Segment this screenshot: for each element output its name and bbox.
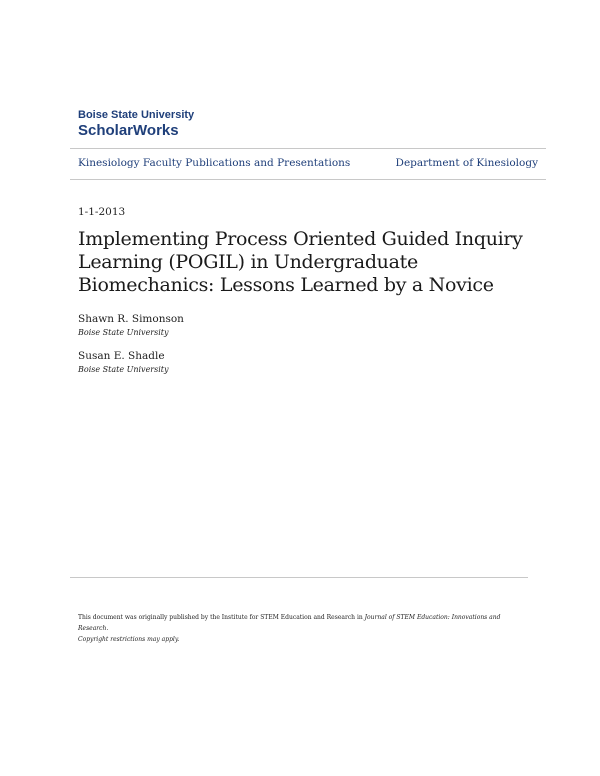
journal-name: Journal of STEM Education: Innovations and Research	[78, 614, 501, 632]
publication-date: 1-1-2013	[78, 206, 126, 218]
department-link[interactable]: Department of Kinesiology	[395, 157, 538, 169]
author-name: Shawn R. Simonson	[78, 313, 184, 325]
collection-link[interactable]: Kinesiology Faculty Publications and Presentations	[78, 157, 351, 169]
copyright-note: Copyright restrictions may apply.	[78, 636, 180, 643]
author-affiliation: Boise State University	[78, 365, 169, 374]
header-divider-bottom	[70, 179, 546, 180]
footer-divider	[70, 577, 528, 578]
author-name: Susan E. Shadle	[78, 350, 165, 362]
logo-repository: ScholarWorks	[78, 122, 179, 139]
author-affiliation: Boise State University	[78, 328, 169, 337]
header-divider-top	[70, 148, 546, 149]
scholarworks-logo[interactable]	[78, 110, 194, 138]
note-prefix: This document was originally published by the Institute for STEM Education and Research in	[78, 614, 365, 621]
publication-note	[78, 612, 528, 645]
note-suffix: .	[106, 625, 109, 632]
logo-institution: Boise State University	[78, 109, 195, 121]
document-title: Implementing Process Oriented Guided Inquiry Learning (POGIL) in Undergraduate Biomechanics: Lessons Learned by a Novice	[78, 228, 523, 296]
